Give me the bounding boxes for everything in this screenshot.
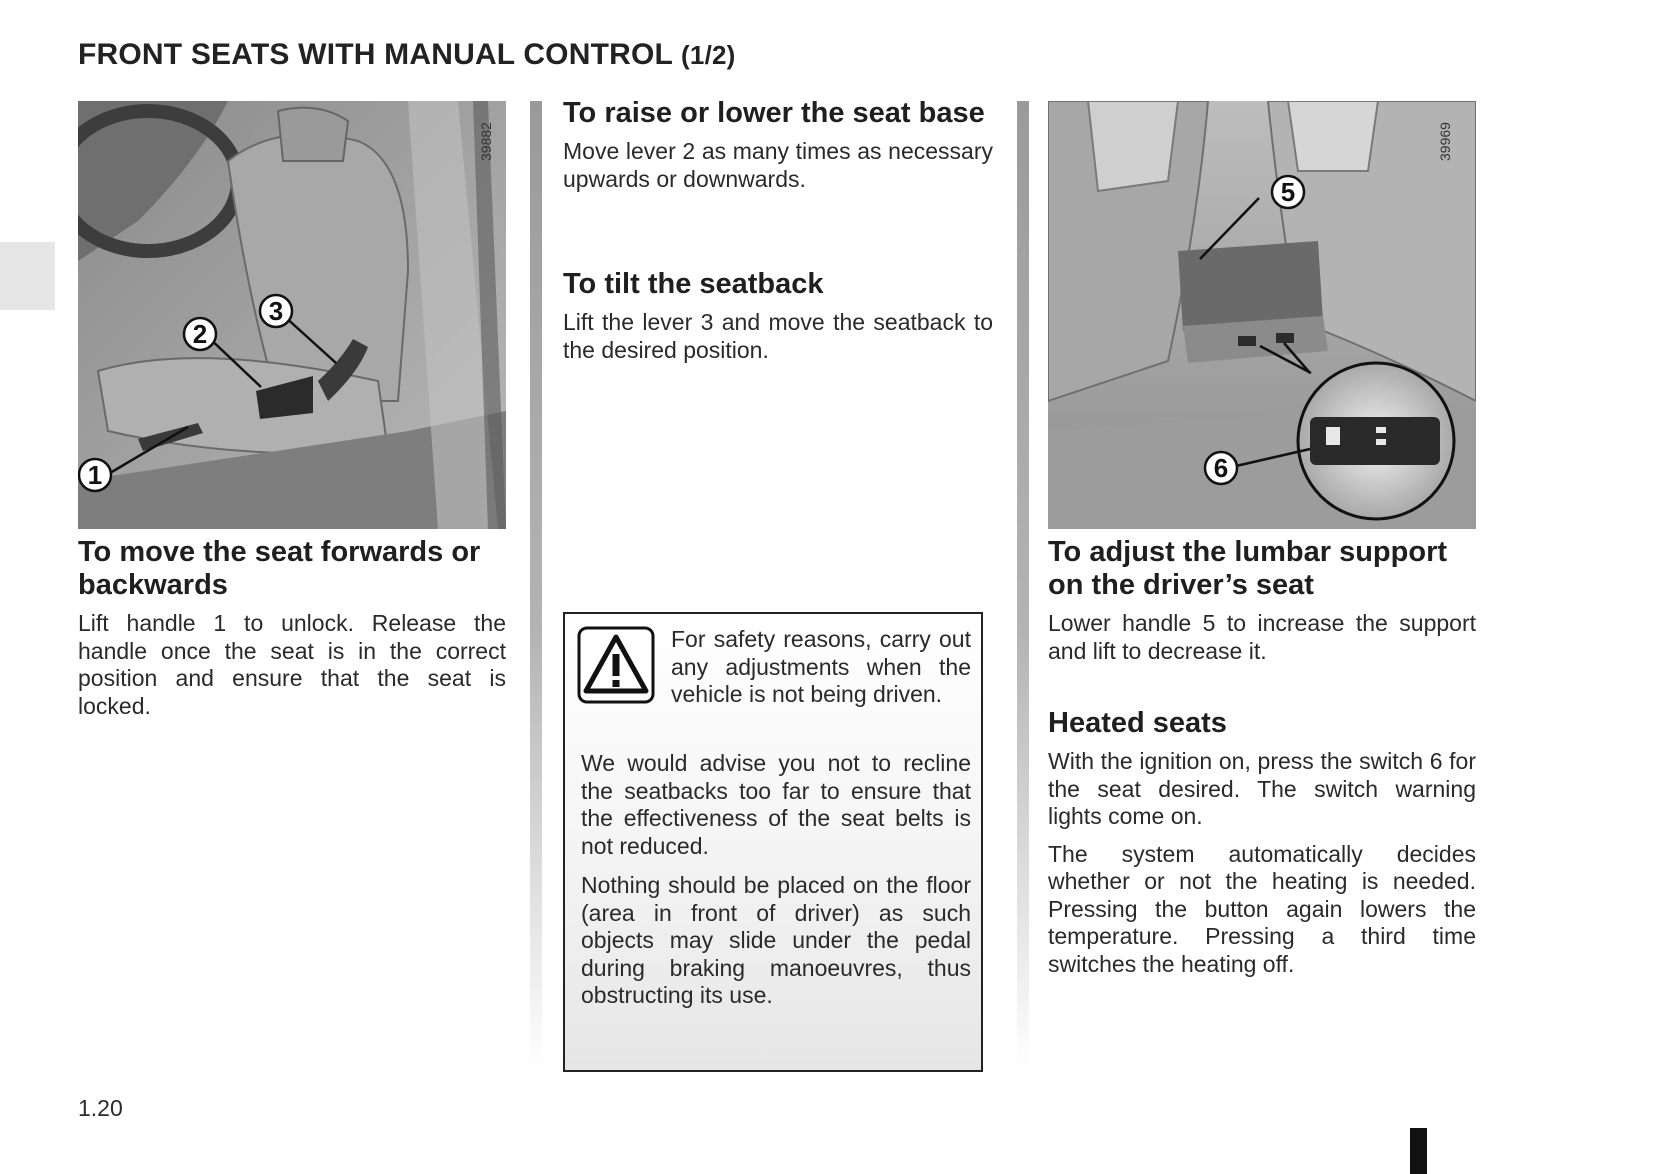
heated-heading: Heated seats (1048, 707, 1227, 739)
section-heated-seats (1048, 707, 1476, 978)
raise-lower-heading: To raise or lower the seat base (563, 97, 985, 129)
section-lumbar (1048, 536, 1476, 665)
warning-text-1: For safety reasons, carry out any adjustments when the vehicle is not being driven. (671, 626, 971, 707)
warning-text-2: We would advise you not to recline the seatbacks too far to ensure that the effectiveness of the seat belts is not reduced. (581, 750, 971, 859)
callout-2: 2 (192, 319, 208, 349)
chapter-side-tab (0, 242, 55, 310)
page-title-text: FRONT SEATS WITH MANUAL CONTROL (78, 38, 673, 71)
seat-illustration-left (78, 101, 506, 529)
warning-triangle-icon (577, 626, 655, 704)
section-raise-lower (563, 97, 993, 193)
move-seat-heading: To move the seat forwards or backwards (78, 536, 481, 601)
warning-text-3: Nothing should be placed on the floor (area in front of driver) as such objects may slide under the pedal during braking manoeuvres, thus obstructing its use. (581, 872, 971, 1008)
heated-text-1: With the ignition on, press the switch 6 for the seat desired. The switch warning lights come on. (1048, 748, 1476, 829)
section-tilt (563, 268, 993, 364)
tilt-heading: To tilt the seatback (563, 268, 824, 300)
tilt-text: Lift the lever 3 and move the seatback to the desired position. (563, 309, 993, 363)
raise-lower-text: Move lever 2 as many times as necessary upwards or downwards. (563, 138, 993, 192)
seat-illustration-right (1048, 101, 1476, 529)
heated-text-2: The system automatically decides whether or not the heating is needed. Pressing the button again lowers the temperature. Pressing a third time switches the heating off. (1048, 840, 1476, 977)
seat-photo-left (78, 101, 506, 529)
lumbar-heading: To adjust the lumbar support on the driver’s seat (1048, 536, 1448, 601)
move-seat-text: Lift handle 1 to unlock. Release the handle once the seat is in the correct position and ensure that the seat is locked. (78, 610, 506, 719)
lumbar-text: Lower handle 5 to increase the support and lift to decrease it. (1048, 610, 1476, 664)
seat-photo-right (1048, 101, 1476, 529)
section-move-seat (78, 536, 506, 720)
callout-5: 5 (1280, 177, 1296, 207)
safety-warning-box (563, 612, 983, 1072)
column-divider-left (530, 101, 542, 1071)
page-edge-marker (1410, 1128, 1427, 1174)
callout-3: 3 (268, 296, 284, 326)
page-number: 1.20 (78, 1095, 123, 1121)
callout-1: 1 (87, 460, 103, 490)
page-title-part: (1/2) (681, 40, 736, 70)
callout-6: 6 (1213, 453, 1229, 483)
column-divider-right (1017, 101, 1029, 1071)
image-id-right: 39969 (1437, 122, 1453, 161)
image-id-left: 39882 (478, 122, 494, 161)
page-title (78, 38, 736, 72)
